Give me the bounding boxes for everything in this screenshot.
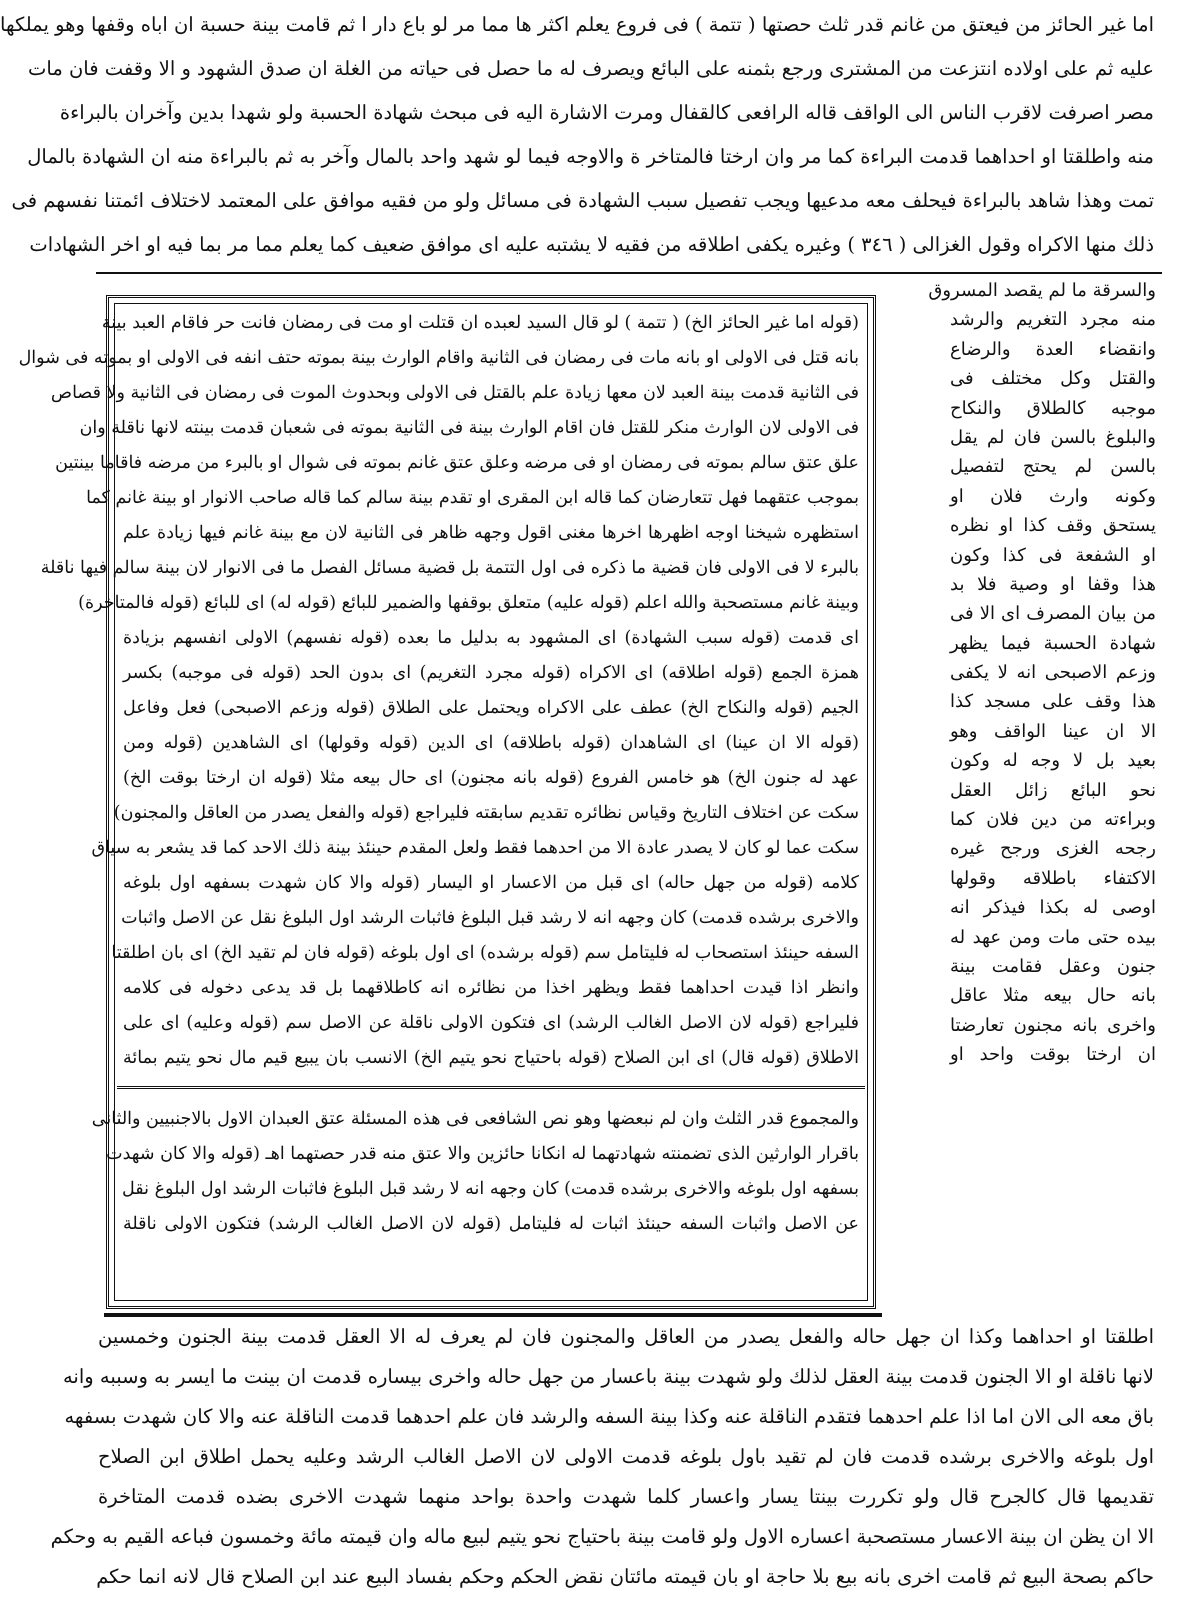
column-line: شهادة الحسبة فيما يظهر [950, 632, 1156, 654]
commentary-line: بانه قتل فى الاولى او بانه مات فى رمضان فى الثانية واقام الوارث بينة بموته حتف انفه فى الاولى او بموته فى شوال [18, 348, 859, 368]
commentary-line: استظهره شيخنا اوجه اظهرها اخرها مغنى اقول وجهه ظاهر فى الثانية لان مع بينة غانم فيها زيادة علم [123, 523, 859, 543]
commentary-divider [117, 1086, 865, 1089]
commentary-line: اى قدمت (قوله سبب الشهادة) اى المشهود به بدليل ما بعده (قوله نفسهم) الاولى انفسهم بزيادة [123, 628, 859, 648]
commentary-line: بالبرء لا فى الاولى فان قضية ما ذكره فى اول التتمة بل قضية مسائل الفصل ما فى الانوار لان بينة سالم فيها ناقلة [40, 558, 859, 578]
column-line: من بيان المصرف اى الا فى [950, 603, 1156, 625]
text-line: اول بلوغه والاخرى برشده قدمت فان لم تقيد باول بلوغه قدمت الاولى لان الاصل الغالب الرشد وعليه يحمل اطلاق ابن الصلاح [98, 1445, 1154, 1468]
column-line: والسرقة ما لم يقصد المسروق [928, 280, 1156, 301]
commentary-line: والاخرى برشده قدمت) كان وجهه انه لا رشد قبل البلوغ فاثبات الرشد اول البلوغ نقل عن الاصل واثبات [121, 908, 859, 928]
column-line: بانه حال بيعه مثلا عاقل [950, 985, 1156, 1007]
commentary-line: عن الاصل واثبات السفه حينئذ اثبات له فليتامل (قوله لان الاصل الغالب الرشد) فتكون الاولى ناقلة [123, 1214, 859, 1234]
commentary-line: (قوله الا ان عينا) اى الشاهدان (قوله باطلاقه) اى الدين (قوله وقولها) اى الشاهدين (قوله ومن [123, 733, 859, 753]
column-line: موجبه كالطلاق والنكاح [950, 397, 1156, 419]
commentary-box [18, 295, 876, 1309]
column-line: هذا وقفا او وصية فلا بد [950, 573, 1156, 595]
commentary-line: باقرار الوارثين الذى تضمنته شهادتهما له انكانا حائزين والا عتق منه قدر حصتهما اهـ (قوله والا كان شهدت [106, 1144, 859, 1164]
commentary-line: بسفهه اول بلوغه والاخرى برشده قدمت) كان وجهه انه لا رشد قبل البلوغ فاثبات الرشد اول البلوغ نقل [122, 1179, 859, 1199]
column-line: الاكتفاء باطلاقه وقولها [950, 867, 1156, 889]
column-line: وانقضاء العدة والرضاع [950, 338, 1156, 360]
commentary-line: (قوله اما غير الحائز الخ) ( تتمة ) لو قال السيد لعبده ان قتلت او مت فى رمضان فانت حر فاقام العبد بينة [101, 313, 859, 333]
column-line: رجحه الغزى ورجح غيره [950, 838, 1156, 860]
commentary-line: عهد له جنون الخ) هو خامس الفروع (قوله بانه مجنون) اى حال بيعه مثلا (قوله ان ارختا بوقت الخ) [123, 768, 859, 788]
commentary-line: فى الاولى لان الوارث منكر للقتل فان اقام الوارث بينة فى الثانية بموته فى شعبان قدمت بينته لانها ناقلة وان [79, 418, 859, 438]
text-line: حاكم بصحة البيع ثم قامت اخرى بانه بيع بلا حاجة او بان قيمته مائتان نقض الحكم وحكم بفساد البيع عند ابن الصلاح قال لانه انما حكم [96, 1565, 1154, 1588]
divider [104, 1313, 882, 1317]
commentary-line: السفه حينئذ استصحاب له فليتامل سم (قوله برشده) اى اول بلوغه (قوله فان لم تقيد الخ) اى بان اطلقتا [111, 943, 859, 963]
commentary-line: بموجب عتقهما فهل تتعارضان كما قاله ابن المقرى او تقدم بينة سالم كما قاله صاحب الانوار او بينة غانم كما [86, 488, 859, 508]
column-line: بالسن لم يحتج لتفصيل [950, 456, 1156, 478]
column-line: وبراءته من دين فلان كما [950, 809, 1156, 831]
column-line: واخرى بانه مجنون تعارضتا [950, 1014, 1156, 1036]
text-line: منه واطلقتا او احداهما قدمت البراءة كما مر وان ارختا فالمتاخر ة والاوجه فيما لو شهد واحد بالمال وآخر به ثم بالبراءة منه ان الشهادة بالمال [27, 145, 1154, 168]
text-line: اما غير الحائز من فيعتق من غانم قدر ثلث حصتها ( تتمة ) فى فروع يعلم اكثر ها مما مر لو باع دار ا ثم قامت بينة حسبة ان اباه وقفها وهو يملكها [0, 13, 1154, 36]
commentary-line: الاطلاق (قوله قال) اى ابن الصلاح (قوله باحتياج نحو يتيم الخ) الانسب بان يبيع قيم مال نحو يتيم بمائة [123, 1048, 859, 1068]
column-line: ان ارختا بوقت واحد او [950, 1044, 1156, 1066]
text-line: لانها ناقلة او الا الجنون قدمت بينة العقل لذلك ولو شهدت بينة باعسار من جهل حاله واخرى بيساره قدمت ان بينت ما ايسر به وسببه وانه [62, 1365, 1154, 1388]
column-line: نحو البائع زائل العقل [950, 779, 1156, 801]
column-line: يستحق وقف كذا او نظره [950, 515, 1156, 537]
text-line: ذلك منها الاكراه وقول الغزالى ( ٣٤٦ ) وغيره يكفى اطلاقه من فقيه لا يشتبه عليه اى موافق ضعيف كما يعلم مما مر بما فيه او اخر الشهادات [29, 233, 1154, 256]
column-line: هذا وقف على مسجد كذا [950, 691, 1156, 713]
text-line: عليه ثم على اولاده انتزعت من المشترى ورجع بثمنه على البائع ويصرف له ما حصل فى حياته من الغلة ان صدق الشهود و الا وقفت فان مات [28, 57, 1154, 80]
text-line: مصر اصرفت لاقرب الناس الى الواقف قاله الرافعى كالقفال ومرت الاشارة اليه فى مبحث شهادة الحسبة ولو شهدا بدين وآخران بالبراءة [59, 101, 1154, 124]
text-line: تمت وهذا شاهد بالبراءة فيحلف معه مدعيها ويجب تفصيل سبب الشهادة فى مسائل ولو من فقيه موافق على المعتمد لاختلاف ائمتنا نفسهم فى [11, 189, 1154, 212]
column-line: والبلوغ بالسن فان لم يقل [950, 426, 1156, 448]
column-line: الا ان عينا الواقف وهو [950, 720, 1156, 742]
divider [96, 272, 1162, 274]
column-line: والقتل وكل مختلف فى [950, 368, 1156, 390]
commentary-line: علق عتق سالم بموته فى رمضان او فى مرضه وعلق عتق غانم بموته فى شوال او بالبرء من مرضه فاقاما بينتين [55, 453, 859, 473]
column-line: اوصى له بكذا فيذكر انه [950, 897, 1156, 919]
commentary-line: همزة الجمع (قوله اطلاقه) اى الاكراه (قوله مجرد التغريم) اى بدون الحد (قوله فى موجبه) بكسر [123, 663, 859, 683]
commentary-line: كلامه (قوله من جهل حاله) اى قبل من الاعسار او اليسار (قوله والا كان شهدت بسفهه اول بلوغه [123, 873, 859, 893]
commentary-line: سكت عن اختلاف التاريخ وقياس نظائره تقديم سابقته فليراجع (قوله والفعل يصدر من العاقل والمجنون) [113, 803, 859, 823]
column-line: جنون وعقل فقامت بينة [950, 955, 1156, 977]
column-line: او الشفعة فى كذا وكون [950, 544, 1156, 566]
commentary-line: والمجموع قدر الثلث وان لم نبعضها وهو نص الشافعى فى هذه المسئلة عتق العبدان الاول بالاجنبيين والثانى [91, 1109, 859, 1129]
main-text-column [928, 276, 1156, 1070]
column-line: وزعم الاصبحى انه لا يكفى [950, 662, 1156, 684]
commentary-line: وانظر اذا قيدت احداهما فقط ويظهر اخذا من نظائره انه كاطلاقهما بل قد يدعى دخوله فى كلامه [123, 978, 859, 998]
column-line: بيده حتى مات ومن عهد له [950, 926, 1156, 948]
text-line: باق معه الى الان اما اذا علم احدهما فتقدم الناقلة عنه وكذا بينة السفه والرشد فان علم احدهما قدمت الناقلة عنه والا كان شهدت بسفهه [64, 1405, 1154, 1428]
text-line: اطلقتا او احداهما وكذا ان جهل حاله والفعل يصدر من العاقل والمجنون فان لم يعرف له الا العقل قدمت بينة الجنون وخمسين [98, 1325, 1154, 1348]
column-line: منه مجرد التغريم والرشد [950, 309, 1156, 331]
text-line: الا ان يظن ان بينة الاعسار مستصحبة اعساره الاول ولو قامت بينة باحتياج نحو يتيم لبيع ماله وان قيمته مائة وخمسون فباعه القيم به وحكم [50, 1525, 1154, 1548]
commentary-line: فى الثانية قدمت بينة العبد لان معها زيادة علم بالقتل فى الاولى وبحدوث الموت فى رمضان فى الثانية ولا قصاص [50, 383, 859, 403]
column-line: وكونه وارث فلان او [950, 485, 1156, 507]
commentary-line: وبينة غانم مستصحبة والله اعلم (قوله عليه) متعلق بوقفها والضمير للبائع (قوله له) اى للبائع (قوله فالمتاخرة) [78, 593, 859, 613]
commentary-line: سكت عما لو كان لا يصدر عادة الا من احدهما فقط ولعل المقدم حينئذ بينة ذلك الاحد كما قد يشعر به سياق [91, 838, 859, 858]
commentary-line: فليراجع (قوله لان الاصل الغالب الرشد) اى فتكون الاولى ناقلة عن الاصل سم (قوله وعليه) اى على [123, 1013, 859, 1033]
text-line: تقديمها قال كالجرح قال ولو تكررت بينتا يسار واعسار كلما شهدت واحدة بواحد منهما شهدت الاخرى بضده قدمت المتاخرة [98, 1485, 1154, 1508]
commentary-line: الجيم (قوله والنكاح الخ) عطف على الاكراه ويحتمل على الطلاق (قوله وزعم الاصبحى) فعل وفاعل [123, 698, 859, 718]
column-line: بعيد بل لا وجه له وكون [950, 750, 1156, 772]
